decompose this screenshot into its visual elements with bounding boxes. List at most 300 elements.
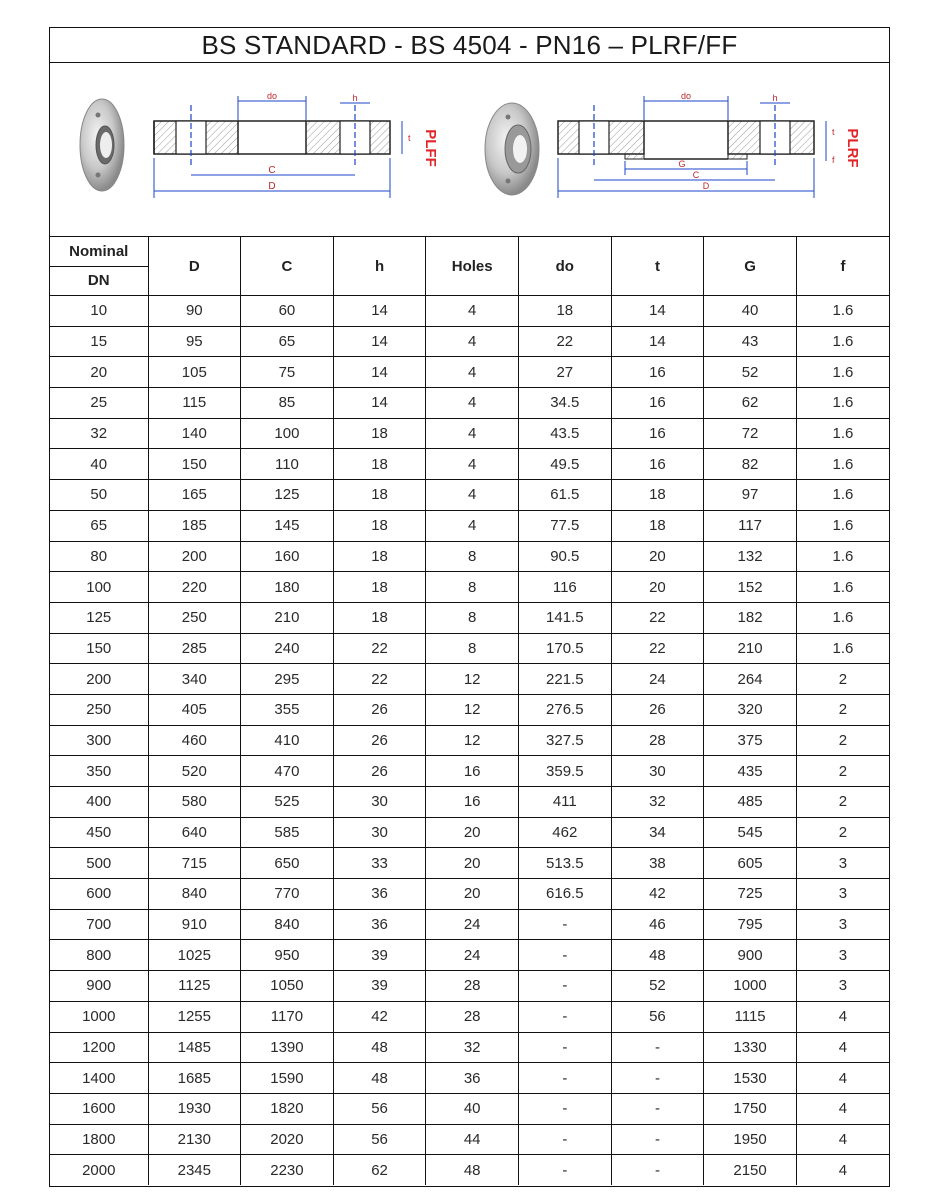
plrf-cross-section: [558, 91, 861, 198]
table-cell: 2150: [704, 1155, 797, 1185]
dimension-table: [50, 237, 889, 1185]
table-cell: 8: [426, 541, 519, 572]
table-cell: 40: [426, 1093, 519, 1124]
table-cell: 182: [704, 602, 797, 633]
table-row: [50, 1063, 889, 1094]
table-cell: 650: [241, 848, 334, 879]
table-cell: 1600: [50, 1093, 148, 1124]
table-cell: 2: [796, 694, 889, 725]
table-cell: 180: [241, 572, 334, 603]
table-cell: 8: [426, 602, 519, 633]
plff-do-label: do: [266, 91, 278, 101]
table-cell: 8: [426, 633, 519, 664]
table-cell: 411: [519, 787, 612, 818]
table-cell: 48: [333, 1032, 426, 1063]
table-cell: 513.5: [519, 848, 612, 879]
table-cell: 4: [796, 1124, 889, 1155]
table-cell: 545: [704, 817, 797, 848]
table-cell: 42: [333, 1001, 426, 1032]
table-cell: 36: [426, 1063, 519, 1094]
table-cell: 95: [148, 326, 241, 357]
table-cell: 250: [50, 694, 148, 725]
table-cell: 460: [148, 725, 241, 756]
table-cell: 1.6: [796, 633, 889, 664]
table-cell: 150: [50, 633, 148, 664]
header-dn: DN: [87, 272, 110, 289]
table-cell: 840: [241, 909, 334, 940]
table-cell: 840: [148, 879, 241, 910]
table-cell: 1125: [148, 971, 241, 1002]
table-cell: 1.6: [796, 326, 889, 357]
table-cell: 2000: [50, 1155, 148, 1185]
table-cell: 46: [611, 909, 704, 940]
table-cell: 115: [148, 388, 241, 419]
table-cell: 125: [50, 602, 148, 633]
table-cell: 4: [796, 1001, 889, 1032]
table-cell: 40: [50, 449, 148, 480]
table-cell: 400: [50, 787, 148, 818]
table-cell: 50: [50, 480, 148, 511]
table-cell: -: [519, 1093, 612, 1124]
table-cell: 16: [426, 787, 519, 818]
table-cell: 165: [148, 480, 241, 511]
table-cell: 62: [333, 1155, 426, 1185]
table-cell: 32: [426, 1032, 519, 1063]
table-cell: 27: [519, 357, 612, 388]
flange-drawings: [50, 63, 888, 236]
header-holes: Holes: [426, 237, 519, 296]
table-row: [50, 971, 889, 1002]
table-cell: 15: [50, 326, 148, 357]
table-cell: 3: [796, 848, 889, 879]
table-cell: 320: [704, 694, 797, 725]
table-cell: 44: [426, 1124, 519, 1155]
plrf-h-label: h: [772, 93, 778, 103]
table-cell: 1.6: [796, 418, 889, 449]
table-cell: 4: [796, 1155, 889, 1185]
table-cell: 1.6: [796, 296, 889, 327]
table-cell: 2: [796, 664, 889, 695]
plrf-g-label: G: [678, 159, 686, 169]
table-cell: 90.5: [519, 541, 612, 572]
plrf-t-label: t: [832, 127, 835, 137]
table-cell: 700: [50, 909, 148, 940]
table-row: [50, 1124, 889, 1155]
table-cell: 327.5: [519, 725, 612, 756]
table-cell: 26: [611, 694, 704, 725]
table-row: [50, 388, 889, 419]
header-nominal-dn: [50, 237, 148, 296]
table-cell: 43: [704, 326, 797, 357]
table-cell: 43.5: [519, 418, 612, 449]
table-cell: 28: [426, 971, 519, 1002]
table-cell: 140: [148, 418, 241, 449]
table-cell: 1.6: [796, 602, 889, 633]
table-cell: 145: [241, 510, 334, 541]
table-cell: 125: [241, 480, 334, 511]
table-cell: 4: [426, 510, 519, 541]
table-cell: 4: [426, 480, 519, 511]
table-cell: -: [519, 1155, 612, 1185]
table-row: [50, 296, 889, 327]
table-cell: 30: [333, 787, 426, 818]
table-cell: 152: [704, 572, 797, 603]
table-cell: 1170: [241, 1001, 334, 1032]
table-cell: -: [519, 940, 612, 971]
table-cell: 1750: [704, 1093, 797, 1124]
table-cell: 16: [611, 418, 704, 449]
table-cell: 18: [611, 510, 704, 541]
table-cell: 1400: [50, 1063, 148, 1094]
table-cell: 1.6: [796, 510, 889, 541]
table-cell: 72: [704, 418, 797, 449]
plrf-do-label: do: [680, 91, 692, 101]
table-cell: 200: [148, 541, 241, 572]
table-cell: 16: [611, 388, 704, 419]
table-row: [50, 1155, 889, 1185]
plff-t-label: t: [408, 133, 411, 143]
table-cell: 18: [333, 510, 426, 541]
table-cell: 12: [426, 725, 519, 756]
table-cell: 435: [704, 756, 797, 787]
table-cell: 49.5: [519, 449, 612, 480]
table-cell: 1950: [704, 1124, 797, 1155]
table-row: [50, 879, 889, 910]
table-cell: 1.6: [796, 357, 889, 388]
table-cell: 116: [519, 572, 612, 603]
table-cell: 900: [704, 940, 797, 971]
table-cell: 616.5: [519, 879, 612, 910]
plff-d-label: D: [268, 181, 276, 192]
table-cell: 1255: [148, 1001, 241, 1032]
header-t: t: [611, 237, 704, 296]
plrf-flange-photo: [485, 103, 539, 195]
table-cell: 14: [333, 388, 426, 419]
table-row: [50, 1093, 889, 1124]
table-row: [50, 572, 889, 603]
table-cell: 1590: [241, 1063, 334, 1094]
table-cell: 185: [148, 510, 241, 541]
table-cell: 52: [611, 971, 704, 1002]
table-cell: 117: [704, 510, 797, 541]
table-cell: 795: [704, 909, 797, 940]
table-cell: 1.6: [796, 541, 889, 572]
table-cell: 18: [333, 602, 426, 633]
table-cell: 77.5: [519, 510, 612, 541]
table-cell: 200: [50, 664, 148, 695]
table-cell: 75: [241, 357, 334, 388]
table-cell: 18: [333, 449, 426, 480]
table-cell: 48: [611, 940, 704, 971]
table-cell: 1.6: [796, 388, 889, 419]
table-cell: 2230: [241, 1155, 334, 1185]
table-cell: 500: [50, 848, 148, 879]
table-cell: 1485: [148, 1032, 241, 1063]
table-cell: 28: [426, 1001, 519, 1032]
table-cell: 4: [426, 326, 519, 357]
table-cell: 900: [50, 971, 148, 1002]
table-cell: 4: [426, 449, 519, 480]
table-cell: 30: [333, 817, 426, 848]
table-cell: 1685: [148, 1063, 241, 1094]
table-cell: 485: [704, 787, 797, 818]
table-cell: 12: [426, 694, 519, 725]
table-header-row: [50, 237, 889, 296]
table-row: [50, 694, 889, 725]
table-cell: -: [519, 909, 612, 940]
table-cell: 85: [241, 388, 334, 419]
table-cell: 42: [611, 879, 704, 910]
table-cell: 359.5: [519, 756, 612, 787]
table-cell: 14: [611, 326, 704, 357]
table-row: [50, 480, 889, 511]
plff-label: PLFF: [422, 129, 439, 167]
table-row: [50, 909, 889, 940]
table-cell: 1800: [50, 1124, 148, 1155]
table-cell: 100: [50, 572, 148, 603]
table-cell: 22: [519, 326, 612, 357]
table-cell: 48: [426, 1155, 519, 1185]
table-row: [50, 1032, 889, 1063]
table-cell: 97: [704, 480, 797, 511]
table-cell: 600: [50, 879, 148, 910]
table-cell: 33: [333, 848, 426, 879]
table-cell: 585: [241, 817, 334, 848]
table-cell: -: [611, 1155, 704, 1185]
table-cell: 90: [148, 296, 241, 327]
table-cell: 910: [148, 909, 241, 940]
table-cell: 18: [333, 541, 426, 572]
table-cell: 250: [148, 602, 241, 633]
table-cell: 725: [704, 879, 797, 910]
table-cell: 82: [704, 449, 797, 480]
table-cell: 4: [426, 296, 519, 327]
table-cell: 24: [426, 940, 519, 971]
page-title: BS STANDARD - BS 4504 - PN16 – PLRF/FF: [50, 28, 889, 63]
table-cell: 26: [333, 725, 426, 756]
table-cell: 210: [241, 602, 334, 633]
table-cell: 1820: [241, 1093, 334, 1124]
table-cell: 14: [333, 296, 426, 327]
table-cell: 1530: [704, 1063, 797, 1094]
table-cell: 221.5: [519, 664, 612, 695]
table-cell: 525: [241, 787, 334, 818]
table-cell: 100: [241, 418, 334, 449]
table-row: [50, 418, 889, 449]
table-cell: 52: [704, 357, 797, 388]
table-cell: 2: [796, 756, 889, 787]
table-cell: 28: [611, 725, 704, 756]
table-cell: -: [611, 1063, 704, 1094]
header-c: C: [241, 237, 334, 296]
table-cell: 4: [426, 357, 519, 388]
table-cell: 1000: [704, 971, 797, 1002]
table-cell: 34.5: [519, 388, 612, 419]
table-cell: -: [611, 1032, 704, 1063]
table-cell: 18: [611, 480, 704, 511]
table-cell: -: [611, 1124, 704, 1155]
table-cell: 36: [333, 909, 426, 940]
flange-spec-sheet: [49, 27, 890, 1187]
table-cell: -: [519, 1001, 612, 1032]
table-row: [50, 633, 889, 664]
flange-drawing-panel: [50, 63, 889, 237]
table-cell: 20: [426, 817, 519, 848]
table-cell: 2130: [148, 1124, 241, 1155]
table-cell: 32: [50, 418, 148, 449]
table-cell: 1025: [148, 940, 241, 971]
table-cell: 105: [148, 357, 241, 388]
table-cell: 580: [148, 787, 241, 818]
table-row: [50, 848, 889, 879]
table-cell: 1000: [50, 1001, 148, 1032]
table-cell: 410: [241, 725, 334, 756]
table-cell: 4: [796, 1093, 889, 1124]
table-cell: 150: [148, 449, 241, 480]
table-cell: 22: [611, 602, 704, 633]
table-row: [50, 1001, 889, 1032]
table-cell: 1390: [241, 1032, 334, 1063]
table-cell: 24: [426, 909, 519, 940]
table-cell: 462: [519, 817, 612, 848]
table-cell: 300: [50, 725, 148, 756]
table-cell: 18: [333, 418, 426, 449]
table-cell: 1.6: [796, 480, 889, 511]
table-row: [50, 602, 889, 633]
table-cell: 1330: [704, 1032, 797, 1063]
table-row: [50, 725, 889, 756]
table-cell: 3: [796, 940, 889, 971]
table-cell: 450: [50, 817, 148, 848]
table-cell: 170.5: [519, 633, 612, 664]
table-cell: 60: [241, 296, 334, 327]
table-cell: 56: [611, 1001, 704, 1032]
table-cell: 715: [148, 848, 241, 879]
table-cell: 405: [148, 694, 241, 725]
table-cell: 16: [611, 357, 704, 388]
table-cell: 18: [333, 480, 426, 511]
table-cell: 2: [796, 817, 889, 848]
table-cell: 26: [333, 694, 426, 725]
table-cell: 48: [333, 1063, 426, 1094]
table-row: [50, 326, 889, 357]
table-cell: 18: [333, 572, 426, 603]
table-cell: 16: [611, 449, 704, 480]
table-cell: 22: [333, 664, 426, 695]
table-row: [50, 541, 889, 572]
table-cell: 1200: [50, 1032, 148, 1063]
plrf-f-label: f: [832, 155, 835, 165]
table-row: [50, 449, 889, 480]
table-cell: 355: [241, 694, 334, 725]
table-row: [50, 664, 889, 695]
table-cell: 350: [50, 756, 148, 787]
table-cell: 26: [333, 756, 426, 787]
table-row: [50, 787, 889, 818]
table-cell: 24: [611, 664, 704, 695]
table-cell: 210: [704, 633, 797, 664]
plff-h-label: h: [352, 93, 358, 103]
table-cell: 3: [796, 879, 889, 910]
table-cell: 16: [426, 756, 519, 787]
table-cell: 40: [704, 296, 797, 327]
table-cell: 39: [333, 940, 426, 971]
table-cell: -: [519, 1063, 612, 1094]
table-cell: 1.6: [796, 572, 889, 603]
table-cell: 4: [426, 418, 519, 449]
table-cell: 36: [333, 879, 426, 910]
table-cell: 1.6: [796, 449, 889, 480]
header-g: G: [704, 237, 797, 296]
table-cell: 2020: [241, 1124, 334, 1155]
table-cell: 20: [611, 541, 704, 572]
table-cell: 950: [241, 940, 334, 971]
table-cell: 62: [704, 388, 797, 419]
table-cell: 340: [148, 664, 241, 695]
table-cell: 20: [611, 572, 704, 603]
table-cell: 12: [426, 664, 519, 695]
table-cell: 520: [148, 756, 241, 787]
header-do: do: [519, 237, 612, 296]
table-body: [50, 296, 889, 1185]
table-cell: 1115: [704, 1001, 797, 1032]
header-nominal: Nominal: [50, 237, 148, 267]
table-row: [50, 510, 889, 541]
table-cell: 295: [241, 664, 334, 695]
plrf-label: PLRF: [844, 128, 861, 168]
table-cell: 8: [426, 572, 519, 603]
table-cell: 470: [241, 756, 334, 787]
table-cell: 65: [241, 326, 334, 357]
header-d: D: [148, 237, 241, 296]
table-cell: 800: [50, 940, 148, 971]
table-cell: 110: [241, 449, 334, 480]
table-cell: 20: [50, 357, 148, 388]
table-cell: 220: [148, 572, 241, 603]
table-cell: 34: [611, 817, 704, 848]
table-row: [50, 940, 889, 971]
table-cell: 10: [50, 296, 148, 327]
table-cell: 39: [333, 971, 426, 1002]
plrf-d-label: D: [702, 181, 710, 191]
table-cell: 4: [796, 1032, 889, 1063]
table-cell: 32: [611, 787, 704, 818]
table-cell: 605: [704, 848, 797, 879]
table-cell: 20: [426, 848, 519, 879]
table-cell: 14: [611, 296, 704, 327]
header-f: f: [796, 237, 889, 296]
table-cell: 2345: [148, 1155, 241, 1185]
table-cell: 22: [333, 633, 426, 664]
table-cell: 2: [796, 725, 889, 756]
table-cell: -: [519, 1032, 612, 1063]
table-cell: 132: [704, 541, 797, 572]
plff-flange-photo: [80, 99, 124, 191]
table-cell: 18: [519, 296, 612, 327]
table-cell: 56: [333, 1124, 426, 1155]
plrf-c-label: C: [692, 170, 700, 180]
table-cell: 264: [704, 664, 797, 695]
table-cell: 25: [50, 388, 148, 419]
header-h: h: [333, 237, 426, 296]
table-row: [50, 817, 889, 848]
table-cell: 14: [333, 357, 426, 388]
table-cell: 3: [796, 909, 889, 940]
table-cell: 375: [704, 725, 797, 756]
table-cell: 141.5: [519, 602, 612, 633]
table-cell: 4: [796, 1063, 889, 1094]
table-cell: 160: [241, 541, 334, 572]
